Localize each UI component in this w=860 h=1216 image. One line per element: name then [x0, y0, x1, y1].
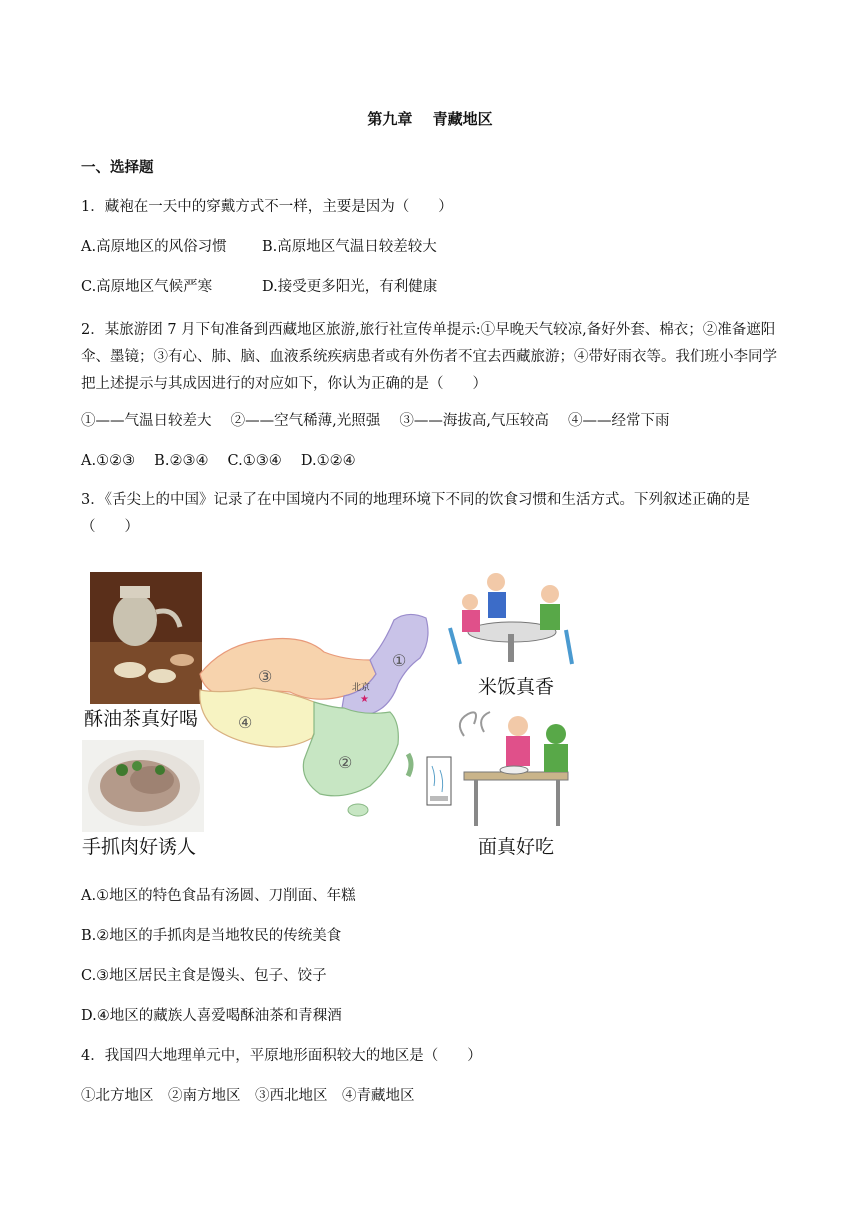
q2-stem: 2．某旅游团 7 月下旬准备到西藏地区旅游,旅行社宣传单提示:①早晚天气较凉,备好外套、棉衣；②准备遮阳伞、墨镜；③有心、肺、脑、血液系统疾病患者或有外伤者不宜去西藏旅游；④带好雨衣等。我们班小李同学把上述提示与其成因进行的对应如下，你认为正确的是（ ）: [81, 322, 777, 392]
q1-stem: 1．藏袍在一天中的穿戴方式不一样，主要是因为（ ）: [81, 199, 453, 215]
q3-stem: 3．《舌尖上的中国》记录了在中国境内不同的地理环境下不同的饮食习惯和生活方式。下列叙述正确的是（ ）: [81, 492, 750, 535]
caption-butter-tea: 酥油茶真好喝: [84, 708, 199, 730]
northwest-region: [200, 639, 376, 700]
beijing-label: 北京: [352, 683, 371, 693]
q3-figure: [80, 568, 600, 858]
noodle-meal-illustration: [444, 706, 584, 832]
q4-options: ①北方地区 ②南方地区 ③西北地区 ④青藏地区: [81, 1088, 415, 1104]
region-label-1: ①: [392, 651, 407, 670]
q1-option-b: B.高原地区气温日较差较大: [262, 239, 437, 255]
q3-option-d: D.④地区的藏族人喜爱喝酥油茶和青稞酒: [81, 1008, 342, 1024]
q3-option-c: C.③地区居民主食是馒头、包子、饺子: [81, 968, 327, 984]
q2-pairs: ①——气温日较差大 ②——空气稀薄,光照强 ③——海拔高,气压较高 ④——经常下雨: [81, 413, 670, 429]
section-heading: 一、选择题: [81, 160, 154, 176]
chapter-title: 第九章 青藏地区: [367, 110, 493, 128]
butter-tea-photo: [90, 572, 202, 704]
region-label-2: ②: [338, 753, 353, 772]
q4-stem: 4．我国四大地理单元中，平原地形面积较大的地区是（ ）: [81, 1048, 482, 1064]
q1-option-c: C.高原地区气候严寒: [81, 279, 213, 295]
q1-option-a: A.高原地区的风俗习惯: [81, 239, 227, 255]
china-map: [194, 604, 434, 834]
meat-photo: [82, 740, 204, 832]
caption-noodle: 面真好吃: [478, 836, 555, 858]
region-label-3: ③: [258, 667, 273, 686]
region-label-4: ④: [238, 713, 253, 732]
tibet-region: [200, 688, 317, 747]
q2-options: A.①②③ B.②③④ C.①③④ D.①②④: [81, 453, 356, 469]
capital-star-icon: ★: [360, 694, 369, 705]
rice-meal-illustration: [440, 568, 580, 668]
q1-option-d: D.接受更多阳光，有利健康: [262, 279, 438, 295]
q3-option-a: A.①地区的特色食品有汤圆、刀削面、年糕: [81, 888, 356, 904]
q3-option-b: B.②地区的手抓肉是当地牧民的传统美食: [81, 928, 342, 944]
south-region: [303, 702, 398, 796]
caption-meat: 手抓肉好诱人: [82, 836, 197, 858]
caption-rice: 米饭真香: [478, 676, 555, 698]
